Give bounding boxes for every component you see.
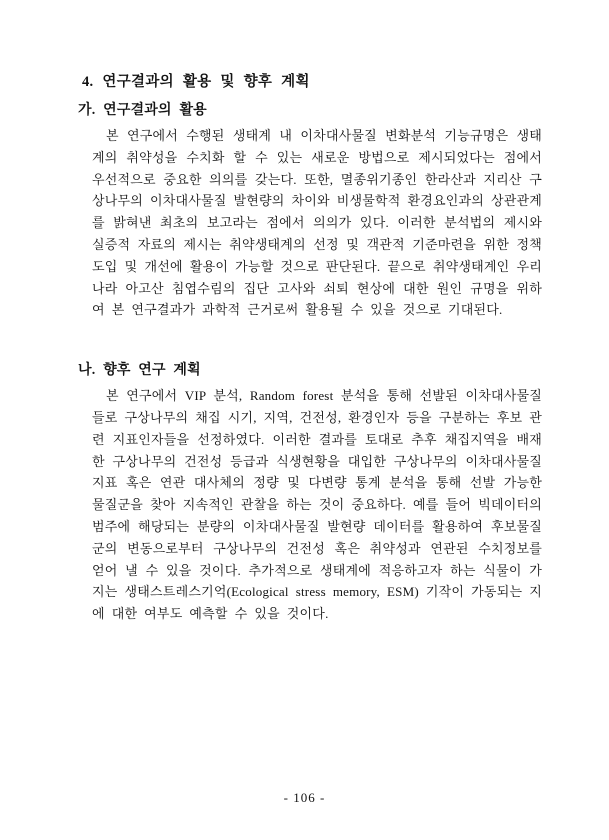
- section-future-research-plan: [76, 361, 542, 625]
- section-a-heading: 가. 연구결과의 활용: [78, 103, 207, 118]
- page-title: 4. 연구결과의 활용 및 향후 계획: [82, 74, 310, 90]
- section-b-body: 본 연구에서 VIP 분석, Random forest 분석을 통해 선발된 이차대사물질들로 구상나무의 채집 시기, 지역, 건전성, 환경인자 등을 구분하는 후보 관련 지표인자들을 선정하였다. 이러한 결과를 토대로 추후 채집지역을 배재한 구상나무의 건전성 등급과 식생현황을 대입한 구상나무의 이차대사물질 지표 혹은 연관 대사체의 정량 및 다변량 통계 분석을 통해 선발 가능한 물질군을 찾아 지속적인 관찰을 하는 것이 중요하다. 예를 들어 빅데이터의 범주에 해당되는 분량의 이차대사물질 발현량 데이터를 활용하여 후보물질군의 변동으로부터 구상나무의 건전성 혹은 취약성과 연관된 수치정보를 얻어 낼 수 있을 것이다. 추가적으로 생태계에 적응하고자 하는 식물이 가지는 생태스트레스기억(Ecological stress memory, ESM) 기작이 가동되는 지에 대한 여부도 예측할 수 있을 것이다.: [92, 388, 542, 622]
- section-research-utilization: [76, 101, 542, 321]
- section-b-heading: 나. 향후 연구 계획: [78, 363, 201, 379]
- page-number: - 106 -: [283, 790, 326, 805]
- section-a-body: 본 연구에서 수행된 생태계 내 이차대사물질 변화분석 기능규명은 생태계의 취약성을 수치화 할 수 있는 새로운 방법으로 제시되었다는 점에서 우선적으로 중요한 의의를 갖는다. 또한, 멸종위기종인 한라산과 지리산 구상나무의 이차대사물질 발현량의 차이와 비생물학적 환경요인과의 상관관계를 밝혀낸 최초의 보고라는 점에서 의의가 있다. 이러한 분석법의 제시와 실증적 자료의 제시는 취약생태계의 선정 및 객관적 기준마련을 위한 정책 도입 및 개선에 활용이 가능할 것으로 판단된다. 끝으로 취약생태계인 우리나라 아고산 침엽수림의 집단 고사와 쇠퇴 현상에 대한 원인 규명을 위하여 본 연구결과가 과학적 근거로써 활용될 수 있을 것으로 기대된다.: [92, 128, 542, 318]
- page-content: [76, 72, 542, 625]
